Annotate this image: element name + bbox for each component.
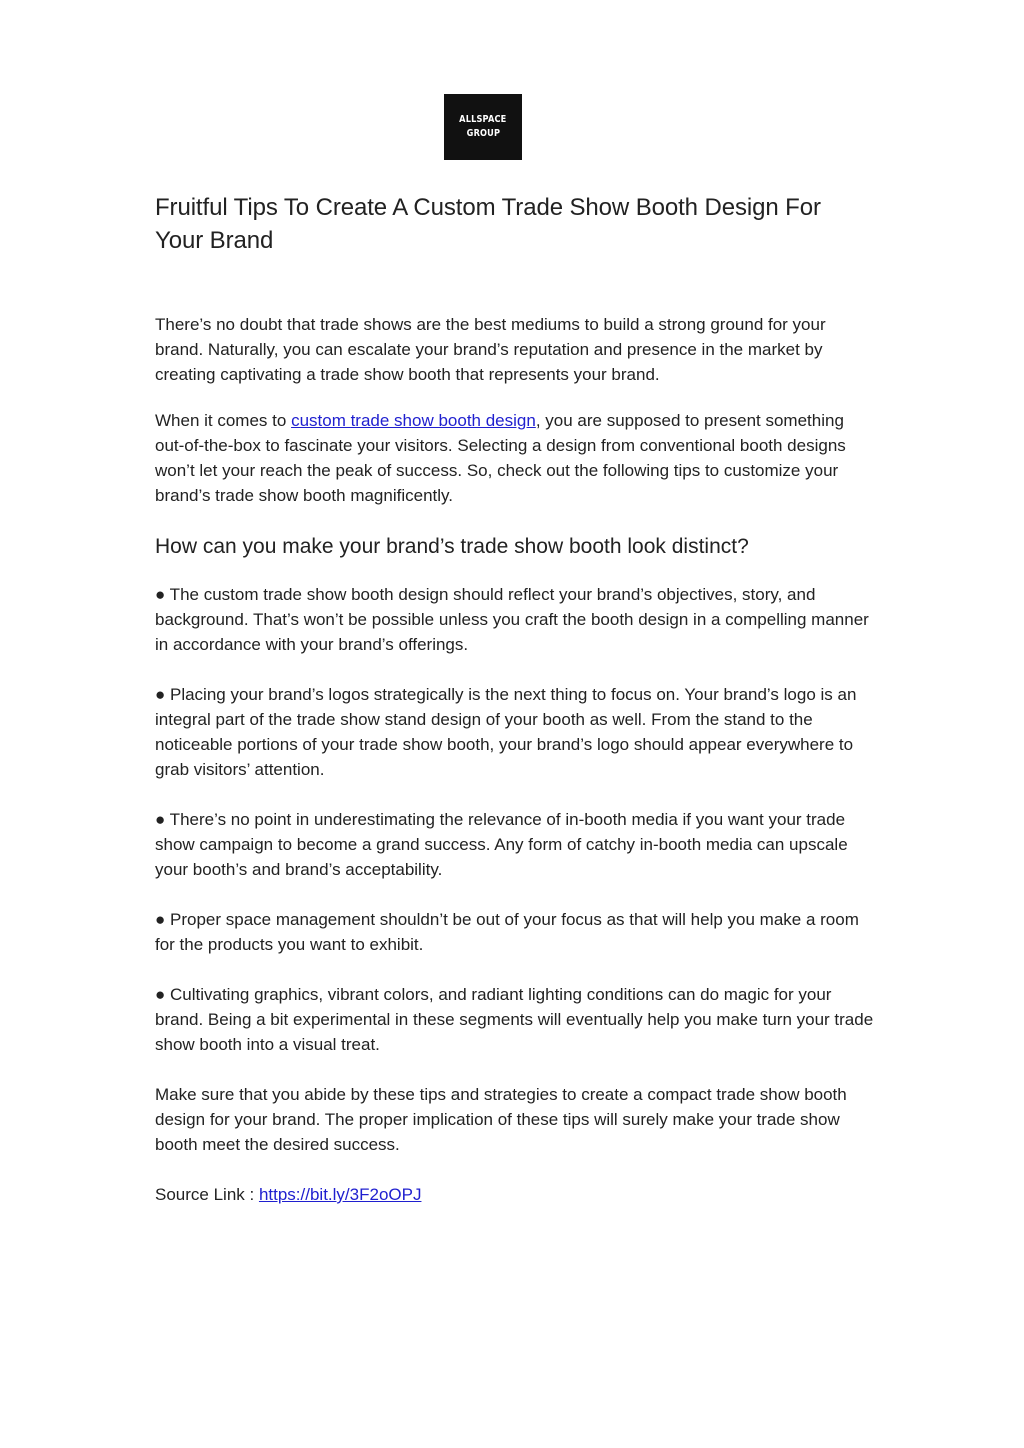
tip-item: ● The custom trade show booth design should reflect your brand’s objectives, story, and background. That’s won’t be possible unless you craft the booth design in a compelling manner in accordance with your brand’s offerings. bbox=[155, 585, 869, 654]
article-title: Fruitful Tips To Create A Custom Trade Show Booth Design For Your Brand bbox=[155, 194, 821, 254]
tip-item: ● There’s no point in underestimating the relevance of in-booth media if you want your trade show campaign to become a grand success. Any form of catchy in-booth media can upscale your booth’s and brand’s acceptability. bbox=[155, 810, 848, 879]
section-subheading: How can you make your brand’s trade show booth look distinct? bbox=[155, 535, 749, 558]
design-paragraph-suffix: , you are supposed to present something out-of-the-box to fascinate your visitors. Selecting a design from conventional booth designs won’t let your reach the peak of success. So, check out the following tips to customize your brand’s trade show booth magnificently. bbox=[155, 411, 846, 505]
closing-paragraph: Make sure that you abide by these tips and strategies to create a compact trade show booth design for your brand. The proper implication of these tips will surely make your trade show booth meet the desired success. bbox=[155, 1085, 847, 1154]
logo-line-1: ALLSPACE bbox=[459, 114, 507, 125]
source-link[interactable]: https://bit.ly/3F2oOPJ bbox=[258, 1185, 422, 1204]
design-paragraph-prefix: When it comes to bbox=[155, 411, 292, 430]
tips-list bbox=[155, 582, 875, 1057]
tip-item: ● Cultivating graphics, vibrant colors, and radiant lighting conditions can do magic for your brand. Being a bit experimental in these segments will eventually help you make turn your trade show booth into a visual treat. bbox=[155, 985, 874, 1054]
source-line bbox=[155, 1182, 875, 1207]
design-paragraph bbox=[155, 408, 875, 508]
custom-booth-design-link[interactable]: custom trade show booth design bbox=[291, 411, 536, 430]
brand-logo bbox=[444, 94, 522, 160]
intro-paragraph: There’s no doubt that trade shows are the best mediums to build a strong ground for your brand. Naturally, you can escalate your brand’s reputation and presence in the market by creating captivating a trade show booth that represents your brand. bbox=[155, 315, 826, 384]
tip-item: ● Placing your brand’s logos strategically is the next thing to focus on. Your brand’s logo is an integral part of the trade show stand design of your booth as well. From the stand to the noticeable portions of your trade show booth, your brand’s logo should appear everywhere to grab visitors’ attention. bbox=[155, 685, 857, 779]
source-label: Source Link : bbox=[155, 1185, 259, 1204]
article-body bbox=[155, 191, 875, 1207]
tip-item: ● Proper space management shouldn’t be out of your focus as that will help you make a room for the products you want to exhibit. bbox=[155, 910, 859, 954]
logo-line-2: GROUP bbox=[466, 128, 500, 139]
